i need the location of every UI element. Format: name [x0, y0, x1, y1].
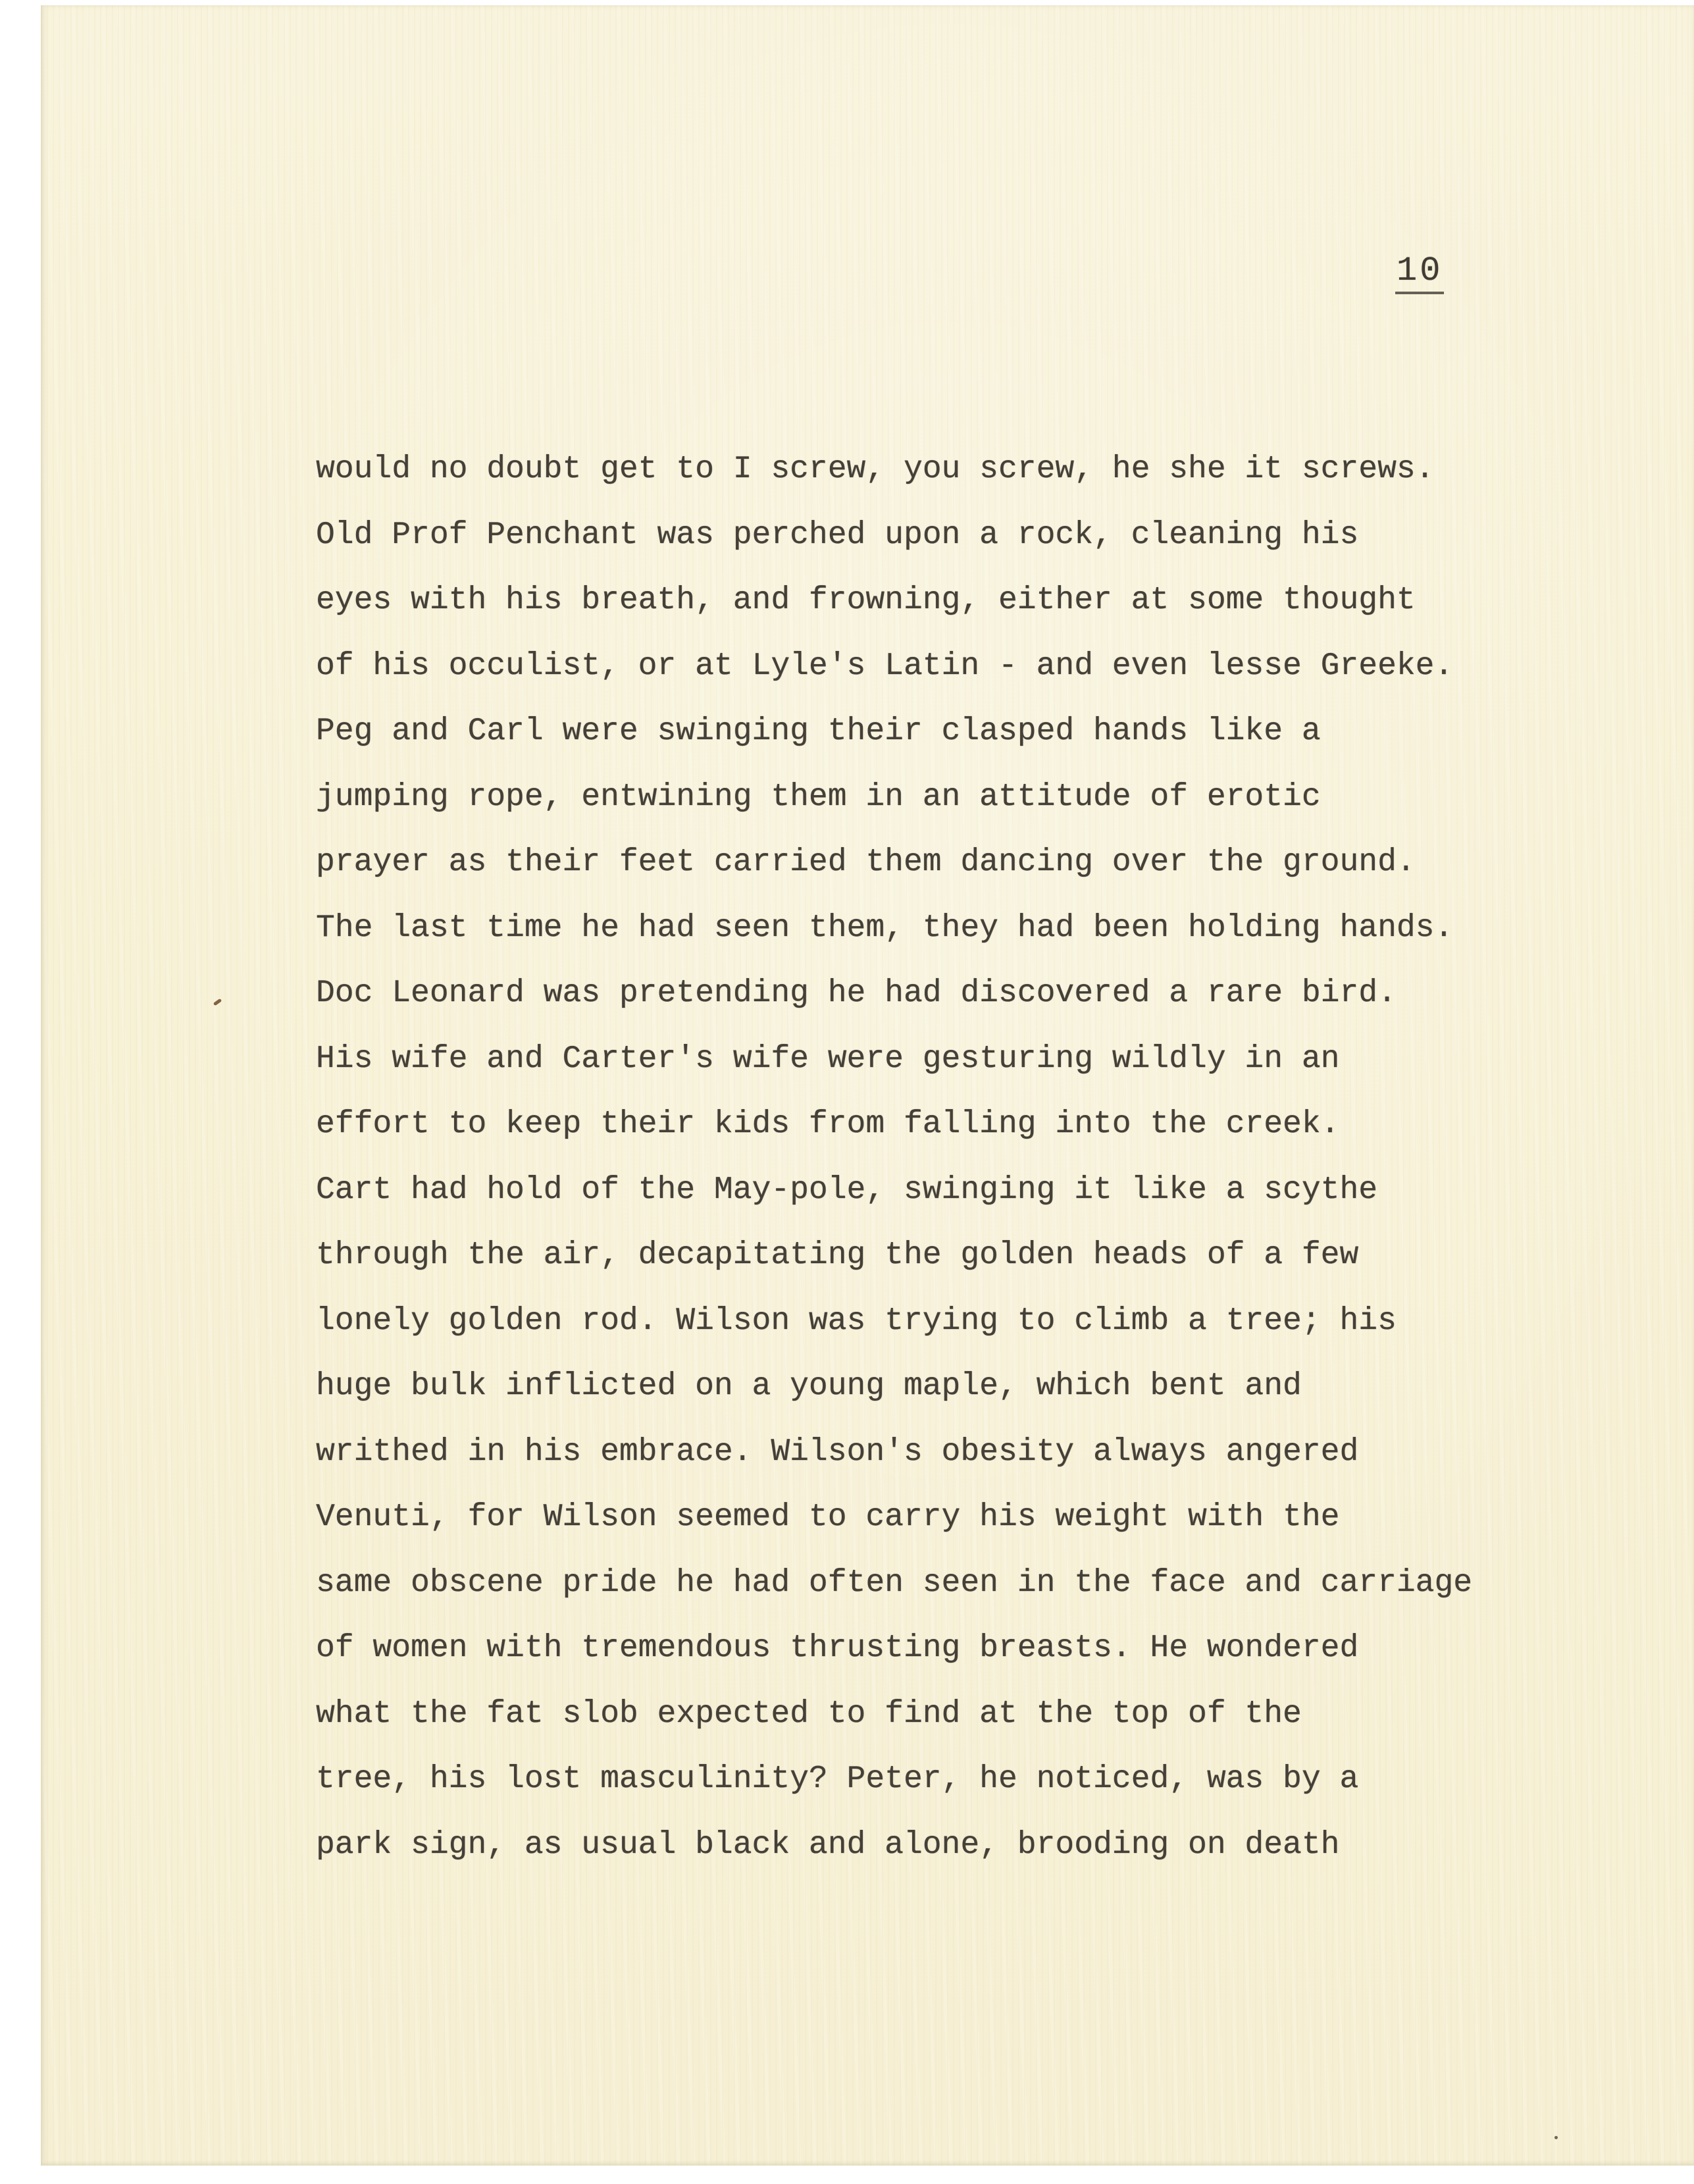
text-line: through the air, decapitating the golden heads of a few [316, 1237, 1359, 1273]
text-line: His wife and Carter's wife were gesturing wildly in an [316, 1041, 1340, 1077]
text-line: jumping rope, entwining them in an attitude of erotic [316, 779, 1321, 815]
text-line: Old Prof Penchant was perched upon a rock, cleaning his [316, 517, 1359, 553]
text-line: The last time he had seen them, they had been holding hands. [316, 910, 1454, 946]
text-line: effort to keep their kids from falling into the creek. [316, 1106, 1340, 1142]
text-line: Doc Leonard was pretending he had discovered a rare bird. [316, 975, 1397, 1011]
ink-speck [213, 999, 222, 1006]
typewritten-text-block [316, 437, 1566, 1878]
text-line: what the fat slob expected to find at the top of the [316, 1696, 1302, 1732]
text-line: lonely golden rod. Wilson was trying to climb a tree; his [316, 1303, 1397, 1339]
manuscript-page [41, 5, 1694, 2166]
page-number: 10 [1395, 254, 1444, 294]
text-line: eyes with his breath, and frowning, either at some thought [316, 583, 1416, 618]
text-line: huge bulk inflicted on a young maple, which bent and [316, 1368, 1302, 1404]
paper-speck [1554, 2136, 1558, 2139]
text-line: Venuti, for Wilson seemed to carry his weight with the [316, 1499, 1340, 1535]
text-line: park sign, as usual black and alone, brooding on death [316, 1827, 1340, 1863]
text-line: tree, his lost masculinity? Peter, he noticed, was by a [316, 1761, 1359, 1797]
text-line: writhed in his embrace. Wilson's obesity always angered [316, 1434, 1359, 1470]
text-line: would no doubt get to I screw, you screw, he she it screws. [316, 452, 1435, 487]
text-line: Cart had hold of the May-pole, swinging it like a scythe [316, 1172, 1378, 1208]
text-line: prayer as their feet carried them dancing over the ground. [316, 845, 1416, 880]
text-line: Peg and Carl were swinging their clasped hands like a [316, 714, 1321, 749]
text-line: of women with tremendous thrusting breasts. He wondered [316, 1630, 1359, 1666]
text-line: same obscene pride he had often seen in the face and carriage [316, 1565, 1473, 1601]
text-line: of his occulist, or at Lyle's Latin - and even lesse Greeke. [316, 648, 1454, 684]
